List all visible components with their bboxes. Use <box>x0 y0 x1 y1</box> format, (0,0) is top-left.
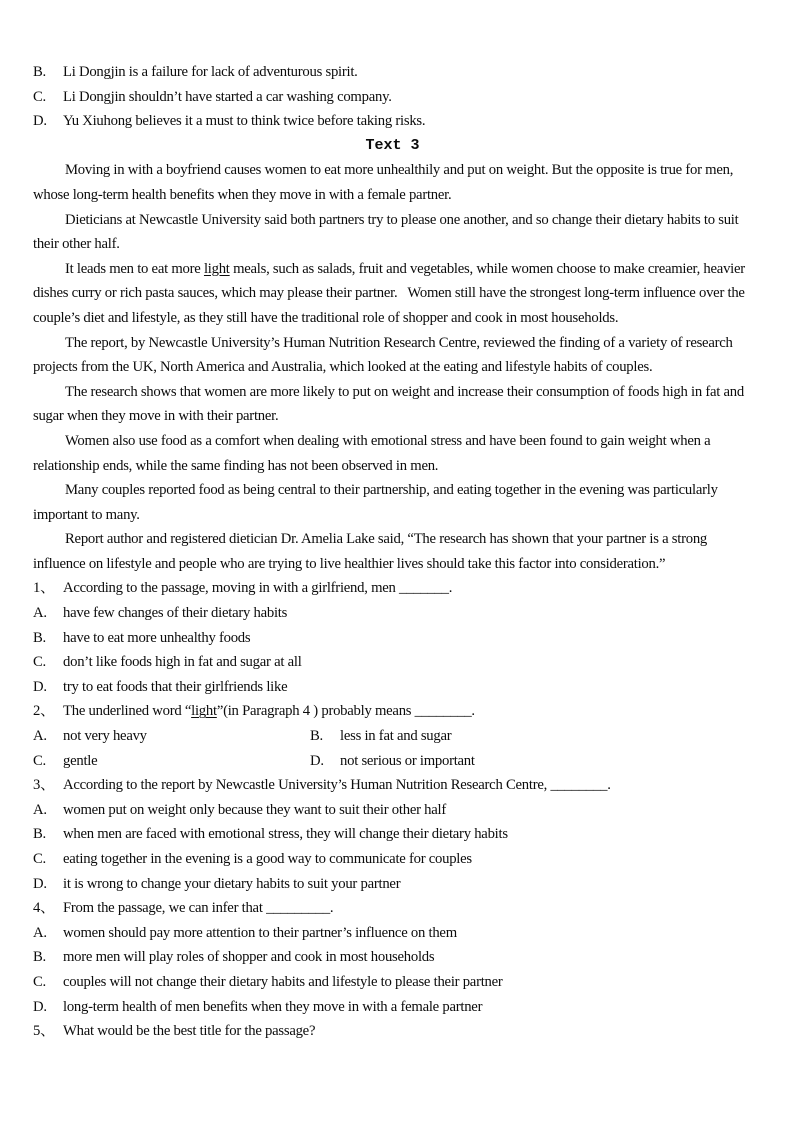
question-4-option-a <box>33 921 752 946</box>
question-text: The underlined word “ <box>63 703 192 720</box>
option-text: long-term health of men benefits when they move in with a female partner <box>63 998 483 1015</box>
passage-paragraph-1: Moving in with a boyfriend causes women to eat more unhealthily and put on weight. But the opposite is true for men, whose long-term health benefits when they move in with a female partner. <box>33 162 737 203</box>
option-letter: B. <box>33 826 46 843</box>
question-2-stem <box>33 699 752 724</box>
question-text: ”(in Paragraph 4 ) probably means ________. <box>216 703 475 720</box>
question-2-option-b <box>310 724 752 749</box>
option-text: don’t like foods high in fat and sugar at all <box>63 654 302 671</box>
option-text: eating together in the evening is a good way to communicate for couples <box>63 851 472 867</box>
option-letter: D. <box>33 113 47 130</box>
option-letter: D. <box>33 678 47 695</box>
option-text: gentle <box>63 752 98 769</box>
option-text: not very heavy <box>63 728 147 745</box>
question-text: According to the report by Newcastle University’s Human Nutrition Research Centre, ________. <box>63 777 611 794</box>
option-letter: C. <box>33 851 46 867</box>
passage-paragraph-4: The report, by Newcastle University’s Human Nutrition Research Centre, reviewed the finding of a variety of research projects from the UK, North America and Australia, which looked at the eating and lifestyle habits of couples. <box>33 334 737 376</box>
question-2-option-a <box>33 724 310 749</box>
question-2-option-d <box>310 749 752 774</box>
question-1-option-b <box>33 626 752 651</box>
question-2-options-row-1 <box>33 724 752 749</box>
question-3-option-d <box>33 872 752 897</box>
passage-paragraph-2: Dieticians at Newcastle University said both partners try to please one another, and so change their dietary habits to suit their other half. <box>33 211 742 253</box>
underlined-word: light <box>203 260 230 277</box>
option-letter: D. <box>33 875 47 892</box>
question-3-option-a <box>33 798 752 823</box>
passage-paragraph-3 <box>33 257 752 331</box>
option-text: not serious or important <box>340 752 475 769</box>
question-1-option-c <box>33 650 752 675</box>
question-2-options-row-2 <box>33 749 752 774</box>
question-number: 1、 <box>33 580 55 597</box>
option-letter: B. <box>33 949 46 966</box>
option-letter: D. <box>310 752 324 769</box>
question-number: 2、 <box>33 703 55 720</box>
option-letter: A. <box>33 605 47 622</box>
option-letter: C. <box>33 973 46 990</box>
underlined-word: light <box>191 703 217 720</box>
option-letter: C. <box>33 654 46 671</box>
prev-option-d <box>33 109 752 134</box>
question-4-option-c <box>33 970 752 995</box>
option-text: Li Dongjin shouldn’t have started a car washing company. <box>63 88 392 105</box>
option-letter: A. <box>33 801 47 818</box>
question-text: According to the passage, moving in with a girlfriend, men _______. <box>63 580 453 597</box>
question-text: What would be the best title for the passage? <box>63 1023 316 1040</box>
question-3-option-b <box>33 822 752 847</box>
paragraph-text: meals, such as salads, fruit and vegetables, while women choose to make creamier, heavier dishes curry or rich pasta sauces, which may please their partner. Women still have the strongest long-term influence over the couple’s diet and lifestyle, as they still have the traditional role of shopper and cook in most households. <box>33 260 749 326</box>
option-text: women should pay more attention to their partner’s influence on them <box>63 924 457 941</box>
option-letter: C. <box>33 88 46 105</box>
question-text: From the passage, we can infer that _________. <box>63 900 334 917</box>
passage-paragraph-7: Many couples reported food as being central to their partnership, and eating together in the evening was particularly important to many. <box>33 482 722 523</box>
question-3-option-c <box>33 847 752 872</box>
option-text: Li Dongjin is a failure for lack of adventurous spirit. <box>63 64 358 80</box>
question-4-stem <box>33 896 752 921</box>
option-letter: B. <box>310 728 323 745</box>
prev-option-b <box>33 60 752 85</box>
prev-option-c <box>33 85 752 110</box>
option-letter: A. <box>33 728 47 745</box>
option-text: less in fat and sugar <box>340 728 452 745</box>
option-text: when men are faced with emotional stress, they will change their dietary habits <box>63 826 508 843</box>
question-number: 5、 <box>33 1023 55 1040</box>
option-letter: C. <box>33 752 46 769</box>
option-text: it is wrong to change your dietary habits to suit your partner <box>63 875 401 892</box>
question-number: 3、 <box>33 777 55 794</box>
question-2-option-c <box>33 749 310 774</box>
option-text: try to eat foods that their girlfriends like <box>63 678 288 695</box>
question-4-option-d <box>33 995 752 1020</box>
question-5-stem <box>33 1019 752 1044</box>
question-4-option-b <box>33 945 752 970</box>
question-1-option-a <box>33 601 752 626</box>
option-text: women put on weight only because they want to suit their other half <box>63 801 446 818</box>
passage-paragraph-8: Report author and registered dietician Dr. Amelia Lake said, “The research has shown that your partner is a strong influence on lifestyle and people who are trying to live healthier lives should take this factor into consideration.” <box>33 531 711 572</box>
option-letter: B. <box>33 64 46 80</box>
question-number: 4、 <box>33 900 55 917</box>
question-3-stem <box>33 773 752 798</box>
option-text: have to eat more unhealthy foods <box>63 629 251 646</box>
question-1-stem <box>33 576 752 601</box>
option-letter: B. <box>33 629 46 646</box>
section-heading: Text 3 <box>365 136 420 154</box>
option-letter: D. <box>33 998 47 1015</box>
question-1-option-d <box>33 675 752 700</box>
option-text: couples will not change their dietary habits and lifestyle to please their partner <box>63 973 503 990</box>
option-text: have few changes of their dietary habits <box>63 605 288 622</box>
option-letter: A. <box>33 924 47 941</box>
paragraph-text: It leads men to eat more <box>65 260 204 277</box>
passage-paragraph-6: Women also use food as a comfort when dealing with emotional stress and have been found to gain weight when a relationship ends, while the same finding has not been observed in men. <box>33 432 714 474</box>
option-text: Yu Xiuhong believes it a must to think twice before taking risks. <box>63 113 426 130</box>
passage-paragraph-5: The research shows that women are more likely to put on weight and increase their consumption of foods high in fat and sugar when they move in with their partner. <box>33 383 748 425</box>
option-text: more men will play roles of shopper and cook in most households <box>63 949 435 966</box>
